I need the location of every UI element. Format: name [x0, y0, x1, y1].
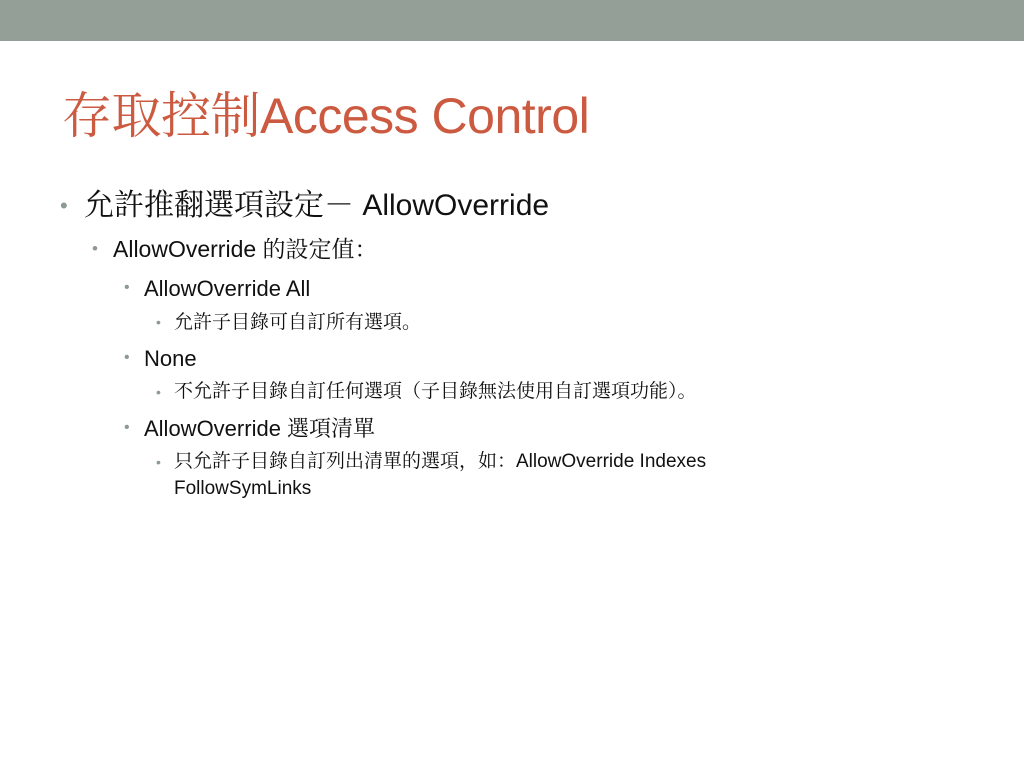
bullet-dot: • [124, 419, 130, 436]
bullet-dot: • [60, 193, 68, 218]
bullet-text-level1: 允許推翻選項設定－ AllowOverride [84, 189, 550, 222]
bullet-text-level2: AllowOverride 的設定值： [113, 236, 378, 262]
bullet-dot: • [124, 349, 130, 366]
bullet-text-level4: 不允許子目錄自訂任何選項（子目錄無法使用自訂選項功能）。 [174, 381, 697, 402]
bullet-text-level3: None [144, 346, 197, 371]
bullet-dot: • [156, 384, 161, 400]
bullet-dot: • [156, 314, 161, 330]
bullet-text-level4: 允許子目錄可自訂所有選項。 [174, 312, 422, 333]
slide-title: 存取控制Access Control [62, 88, 590, 144]
top-accent-bar [0, 0, 1024, 41]
bullet-dot: • [156, 454, 161, 470]
bullet-text-level3: AllowOverride 選項清單 [144, 416, 376, 441]
bullet-dot: • [124, 279, 130, 296]
bullet-text-level3: AllowOverride All [144, 276, 311, 301]
bullet-text-level4: 只允許子目錄自訂列出清單的選項，如：AllowOverride Indexes FollowSymLinks [174, 451, 707, 499]
bullet-dot: • [92, 239, 98, 258]
